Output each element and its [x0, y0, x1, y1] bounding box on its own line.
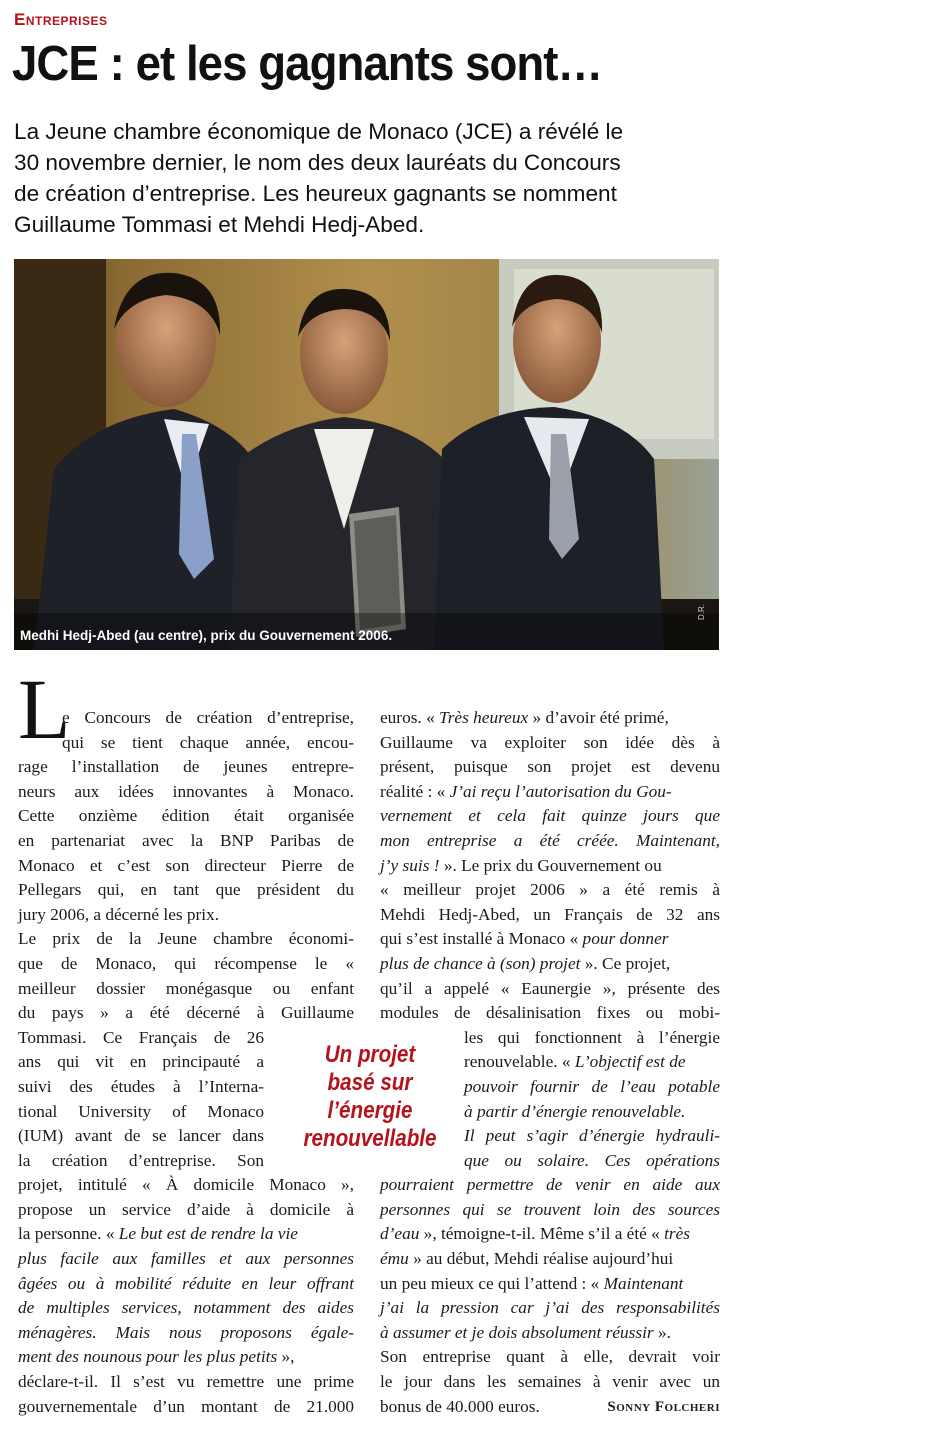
headline: JCE : et les gagnants sont…: [12, 37, 603, 91]
quote-run: pour donner: [582, 929, 669, 949]
text-line: qu’il a appelé « Eaunergie », présente des: [380, 978, 720, 998]
text-line: [380, 1272, 720, 1297]
text-line: en partenariat avec la BNP Paribas de: [18, 830, 354, 850]
text-line: Monaco et c’est son directeur Pierre de: [18, 855, 354, 875]
text-line: [380, 854, 720, 879]
text-line: Pellegars qui, en tant que président du: [18, 880, 354, 900]
text-line: [380, 1321, 720, 1346]
text-line: du pays » a été décerné à Guillaume: [18, 1003, 354, 1023]
text-run: qui s’est installé à Monaco «: [380, 929, 583, 949]
lead-line: de création d’entreprise. Les heureux gagnants se nomment: [14, 181, 617, 206]
photo-credit: D.R.: [697, 604, 706, 620]
quote-line: de multiples services, notamment des aides: [18, 1298, 354, 1318]
text-line: [380, 952, 720, 977]
text-run: ». Ce projet,: [580, 953, 671, 973]
text-line: suivi des études à l’Interna-: [18, 1076, 264, 1096]
quote-run: d’eau: [380, 1224, 420, 1244]
quote-run: j’y suis !: [380, 855, 440, 875]
drop-cap: L: [18, 661, 71, 757]
quote-run: Le but est de rendre la vie: [118, 1224, 298, 1244]
text-line: projet, intitulé « À domicile Monaco »,: [18, 1175, 354, 1195]
text-line: les qui fonctionnent à l’énergie: [464, 1027, 720, 1047]
quote-run: Très heureux: [439, 708, 529, 727]
quote-line: personnes qui se trouvent loin des sources: [380, 1199, 720, 1219]
lead-line: La Jeune chambre économique de Monaco (JCE) a révélé le: [14, 119, 624, 144]
quote-line: vernement et cela fait quinze jours que: [380, 806, 720, 826]
text-line: rage l’installation de jeunes entrepre-: [18, 757, 354, 777]
text-line: [380, 927, 720, 952]
quote-line: ménagères. Mais nous proposons égale-: [18, 1322, 354, 1342]
quote-run: L’objectif est de: [574, 1052, 686, 1072]
quote-line: Il peut s’agir d’énergie hydrauli-: [464, 1126, 720, 1146]
text-line: jury 2006, a décerné les prix.: [18, 904, 220, 924]
text-line: le jour dans les semaines à venir avec un: [380, 1372, 720, 1392]
text-line: neurs aux idées innovantes à Monaco.: [18, 781, 354, 801]
text-line: [464, 1050, 720, 1075]
lead-paragraph: [14, 116, 734, 240]
pull-quote-line: basé sur: [327, 1069, 413, 1096]
quote-line: plus facile aux familles et aux personnes: [18, 1249, 354, 1269]
author-signature: Sonny Folcheri: [607, 1398, 720, 1415]
text-line: présent, puisque son projet est devenu: [380, 757, 720, 777]
text-line: propose un service d’aide à domicile à: [18, 1199, 354, 1219]
text-line: gouvernementale d’un montant de 21.000: [18, 1396, 354, 1416]
text-line: « meilleur projet 2006 » a été remis à: [380, 880, 720, 900]
lead-line: 30 novembre dernier, le nom des deux lauréats du Concours: [14, 150, 621, 175]
quote-run: très: [664, 1224, 691, 1244]
quote-line: pouvoir fournir de l’eau potable: [464, 1076, 720, 1096]
text-line: que de Monaco, qui récompense le «: [18, 953, 354, 973]
text-line: [380, 1247, 720, 1272]
text-line: [380, 780, 720, 805]
quote-run: ment des nounous pour les plus petits: [18, 1347, 278, 1367]
quote-line: j’ai la pression car j’ai des responsabilités: [380, 1298, 720, 1318]
text-run: ».: [653, 1322, 671, 1342]
text-line: (IUM) avant de se lancer dans: [18, 1126, 264, 1146]
winners-photo: [14, 259, 719, 650]
text-run: réalité : «: [380, 781, 450, 801]
article-column-2: [380, 706, 720, 1419]
quote-line: mon entreprise a été créée. Maintenant,: [380, 830, 720, 850]
text-run: renouvelable. «: [464, 1052, 575, 1072]
quote-run: plus de chance à (son) projet: [380, 953, 581, 973]
text-line: tional University of Monaco: [18, 1101, 264, 1121]
quote-line: âgées ou à mobilité réduite en leur offrant: [18, 1273, 354, 1293]
text-run: »,: [277, 1347, 295, 1367]
text-run: la personne. «: [18, 1224, 119, 1244]
text-line: Son entreprise quant à elle, devrait voir: [380, 1347, 720, 1367]
text-run: », témoigne-t-il. Même s’il a été «: [419, 1224, 665, 1244]
text-line: meilleur dossier monégasque ou enfant: [18, 978, 354, 998]
text-line: e Concours de création d’entreprise,: [62, 708, 354, 727]
quote-line: à partir d’énergie renouvelable.: [464, 1101, 686, 1121]
text-line: qui se tient chaque année, encou-: [62, 732, 354, 752]
text-line: Le prix de la Jeune chambre économi-: [18, 929, 354, 949]
text-run: ». Le prix du Gouvernement ou: [439, 855, 662, 875]
quote-run: Maintenant: [603, 1273, 684, 1293]
text-run: un peu mieux ce qui l’attend : «: [380, 1273, 604, 1293]
text-run: » au début, Mehdi réalise aujourd’hui: [408, 1249, 674, 1269]
text-line: [380, 1222, 720, 1247]
text-line: déclare-t-il. Il s’est vu remettre une prime: [18, 1372, 354, 1392]
lead-line: Guillaume Tommasi et Mehdi Hedj-Abed.: [14, 212, 425, 237]
text-line: [380, 706, 720, 731]
text-line: [18, 1345, 354, 1370]
text-line: [380, 1395, 720, 1420]
pull-quote-line: renouvellable: [303, 1125, 437, 1152]
text-line: Cette onzième édition était organisée: [18, 806, 354, 826]
text-line: modules de désalinisation fixes ou mobi-: [380, 1003, 720, 1023]
text-line: Tommasi. Ce Français de 26: [18, 1027, 264, 1047]
pull-quote-line: l’énergie: [327, 1097, 413, 1124]
quote-line: que ou solaire. Ces opérations: [464, 1150, 720, 1170]
quote-run: J’ai reçu l’autorisation du Gou-: [449, 781, 672, 801]
text-line: [18, 1222, 354, 1247]
text-run: bonus de 40.000 euros.: [380, 1396, 540, 1416]
text-line: Guillaume va exploiter son idée dès à: [380, 732, 720, 752]
quote-line: pourraient permettre de venir en aide aux: [380, 1175, 720, 1195]
photo-illustration: [14, 259, 719, 650]
pull-quote-line: Un projet: [324, 1041, 416, 1068]
text-line: la création d’entreprise. Son: [18, 1150, 264, 1170]
text-run: euros. «: [380, 708, 440, 727]
quote-run: à assumer et je dois absolument réussir: [380, 1322, 654, 1342]
quote-run: ému: [380, 1249, 409, 1269]
text-line: Mehdi Hedj-Abed, un Français de 32 ans: [380, 904, 720, 924]
photo-caption: Medhi Hedj-Abed (au centre), prix du Gouvernement 2006.: [20, 628, 393, 643]
section-label: Entreprises: [14, 10, 108, 29]
text-run: » d’avoir été primé,: [528, 708, 669, 727]
text-line: ans qui vit en principauté a: [18, 1052, 264, 1072]
